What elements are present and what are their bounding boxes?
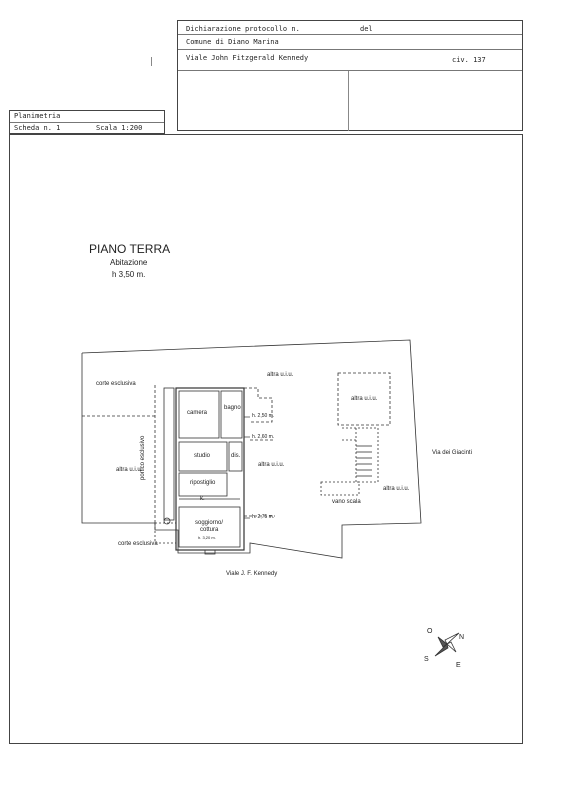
compass-n: N — [459, 634, 465, 641]
label-h250: h. 2,50 m. — [252, 413, 275, 419]
label-ripostiglio: ripostiglio — [190, 480, 216, 486]
label-k: k. — [200, 496, 205, 502]
compass-e: E — [456, 662, 461, 669]
label-vano-scala: vano scala — [332, 499, 361, 505]
label-altra-uiu-right: altra u.i.u. — [383, 486, 410, 492]
label-h260: h. 2,60 m. — [252, 434, 275, 440]
label-bagno: bagno — [224, 405, 241, 411]
label-via-giacinti: Via dei Giacinti — [432, 450, 472, 456]
label-portico: portico esclusivo — [140, 435, 146, 480]
compass-s: S — [424, 656, 429, 663]
declaration-label: Dichiarazione protocollo n. — [186, 25, 300, 33]
label-altra-uiu-topright: altra u.i.u. — [351, 396, 378, 402]
plan-title: PIANO TERRA — [89, 242, 171, 256]
label-corte-esclusiva-bottom: corte esclusiva — [118, 541, 158, 547]
label-altra-uiu-mid: altra u.i.u. — [258, 462, 285, 468]
label-studio: studio — [194, 453, 211, 459]
plan-height: h 3,50 m. — [112, 270, 146, 279]
label-soggiorno: soggiorno/ — [195, 520, 224, 526]
plan-subtitle: Abitazione — [110, 258, 148, 267]
label-dis: dis. — [231, 453, 241, 459]
label-camera: camera — [187, 410, 208, 416]
label-altra-uiu-top: altra u.i.u. — [267, 372, 294, 378]
comune-label: Comune di Diano Marina — [186, 38, 279, 46]
label-altra-uiu-left: altra u.i.u. — [116, 467, 143, 473]
del-label: del — [360, 25, 373, 33]
portico-outline — [164, 388, 174, 520]
compass-o: O — [427, 628, 433, 635]
label-h275: h. 2,75 m. — [252, 514, 275, 520]
room-bagno — [221, 391, 242, 438]
label-viale-kennedy: Viale J. F. Kennedy — [226, 571, 278, 577]
label-cottura: cottura — [200, 527, 219, 533]
compass — [435, 633, 459, 656]
address-label: Viale John Fitzgerald Kennedy — [186, 54, 309, 62]
planimetria-title: Planimetria — [14, 112, 61, 120]
label-h320: h. 3,20 m. — [198, 535, 216, 540]
civ-label: civ. 137 — [452, 56, 486, 64]
label-corte-esclusiva-top: corte esclusiva — [96, 381, 136, 387]
scala-label: Scala 1:200 — [96, 124, 143, 132]
scheda-label: Scheda n. 1 — [14, 124, 61, 132]
